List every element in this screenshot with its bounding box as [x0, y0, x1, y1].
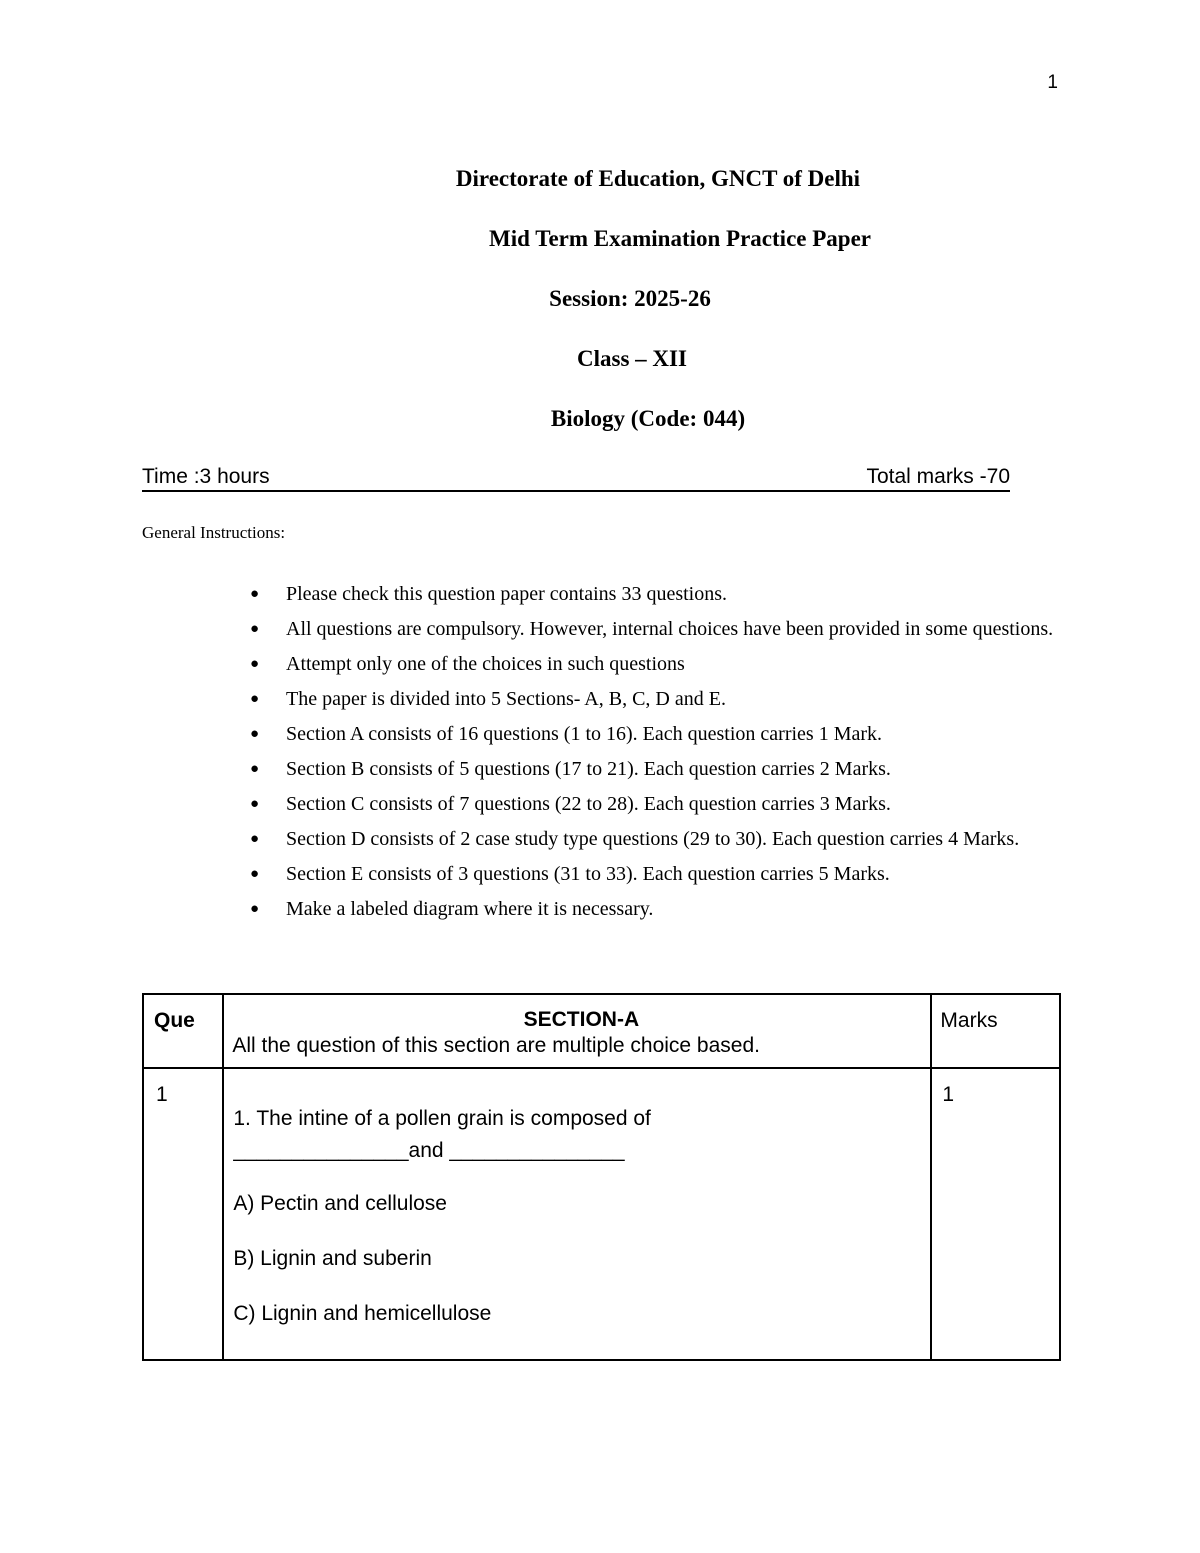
bullet-icon: ● — [250, 621, 260, 637]
instruction-item — [248, 822, 1058, 856]
page-number: 1 — [1047, 72, 1058, 93]
section-subtitle: All the question of this section are multiple choice based. — [232, 1034, 760, 1057]
instruction-item — [248, 752, 1058, 786]
time-label: Time :3 hours — [142, 465, 270, 488]
instruction-text: All questions are compulsory. However, internal choices have been provided in some questions. — [286, 618, 1054, 640]
table-header-row — [143, 994, 1060, 1068]
option-a: A) Pectin and cellulose — [233, 1192, 447, 1215]
question-table — [142, 993, 1061, 1361]
instruction-item — [248, 857, 1058, 891]
instruction-item — [248, 717, 1058, 751]
bullet-icon: ● — [250, 831, 260, 847]
instruction-item — [248, 612, 1058, 646]
bullet-icon: ● — [250, 656, 260, 672]
option-b: B) Lignin and suberin — [233, 1247, 432, 1270]
time-marks-row — [142, 464, 1010, 492]
instruction-item — [248, 787, 1058, 821]
general-instructions-heading: General Instructions: — [142, 523, 286, 542]
instruction-item — [248, 577, 1058, 611]
header-session: Session: 2025-26 — [549, 286, 711, 311]
instruction-text: Section E consists of 3 questions (31 to 33). Each question carries 5 Marks. — [286, 863, 890, 885]
instruction-text: Make a labeled diagram where it is necessary. — [286, 898, 654, 920]
bullet-icon: ● — [250, 726, 260, 742]
instruction-text: Section B consists of 5 questions (17 to 21). Each question carries 2 Marks. — [286, 758, 891, 780]
instruction-item — [248, 892, 1058, 926]
total-marks-label: Total marks -70 — [866, 465, 1010, 488]
marks-column-header: Marks — [931, 994, 1060, 1068]
bullet-icon: ● — [250, 796, 260, 812]
instruction-text: The paper is divided into 5 Sections- A, B, C, D and E. — [286, 688, 726, 710]
bullet-icon: ● — [250, 761, 260, 777]
instruction-text: Please check this question paper contains 33 questions. — [286, 583, 728, 605]
header-class: Class – XII — [577, 346, 687, 371]
bullet-icon: ● — [250, 866, 260, 882]
instruction-item — [248, 647, 1058, 681]
instruction-item — [248, 682, 1058, 716]
question-cell — [223, 1068, 931, 1360]
question-number: 1 — [143, 1068, 223, 1360]
instruction-text: Section C consists of 7 questions (22 to 28). Each question carries 3 Marks. — [286, 793, 891, 815]
header-directorate: Directorate of Education, GNCT of Delhi — [455, 166, 861, 191]
que-column-header: Que — [143, 994, 223, 1068]
section-header-cell — [223, 994, 931, 1068]
section-title: SECTION-A — [523, 1008, 640, 1031]
instruction-text: Attempt only one of the choices in such questions — [286, 653, 685, 675]
header-exam-title: Mid Term Examination Practice Paper — [489, 226, 871, 251]
instruction-text: Section A consists of 16 questions (1 to 16). Each question carries 1 Mark. — [286, 723, 883, 745]
question-marks: 1 — [931, 1068, 1060, 1360]
bullet-icon: ● — [250, 586, 260, 602]
question-stem-line1: 1. The intine of a pollen grain is composed of — [233, 1107, 651, 1130]
instructions-list — [248, 577, 1058, 927]
question-stem-line2: _______________and _______________ — [233, 1139, 625, 1162]
bullet-icon: ● — [250, 901, 260, 917]
table-row — [143, 1068, 1060, 1360]
option-c: C) Lignin and hemicellulose — [233, 1302, 492, 1325]
header-subject: Biology (Code: 044) — [550, 406, 746, 431]
instruction-text: Section D consists of 2 case study type questions (29 to 30). Each question carries 4 Marks. — [286, 828, 1020, 850]
bullet-icon: ● — [250, 691, 260, 707]
